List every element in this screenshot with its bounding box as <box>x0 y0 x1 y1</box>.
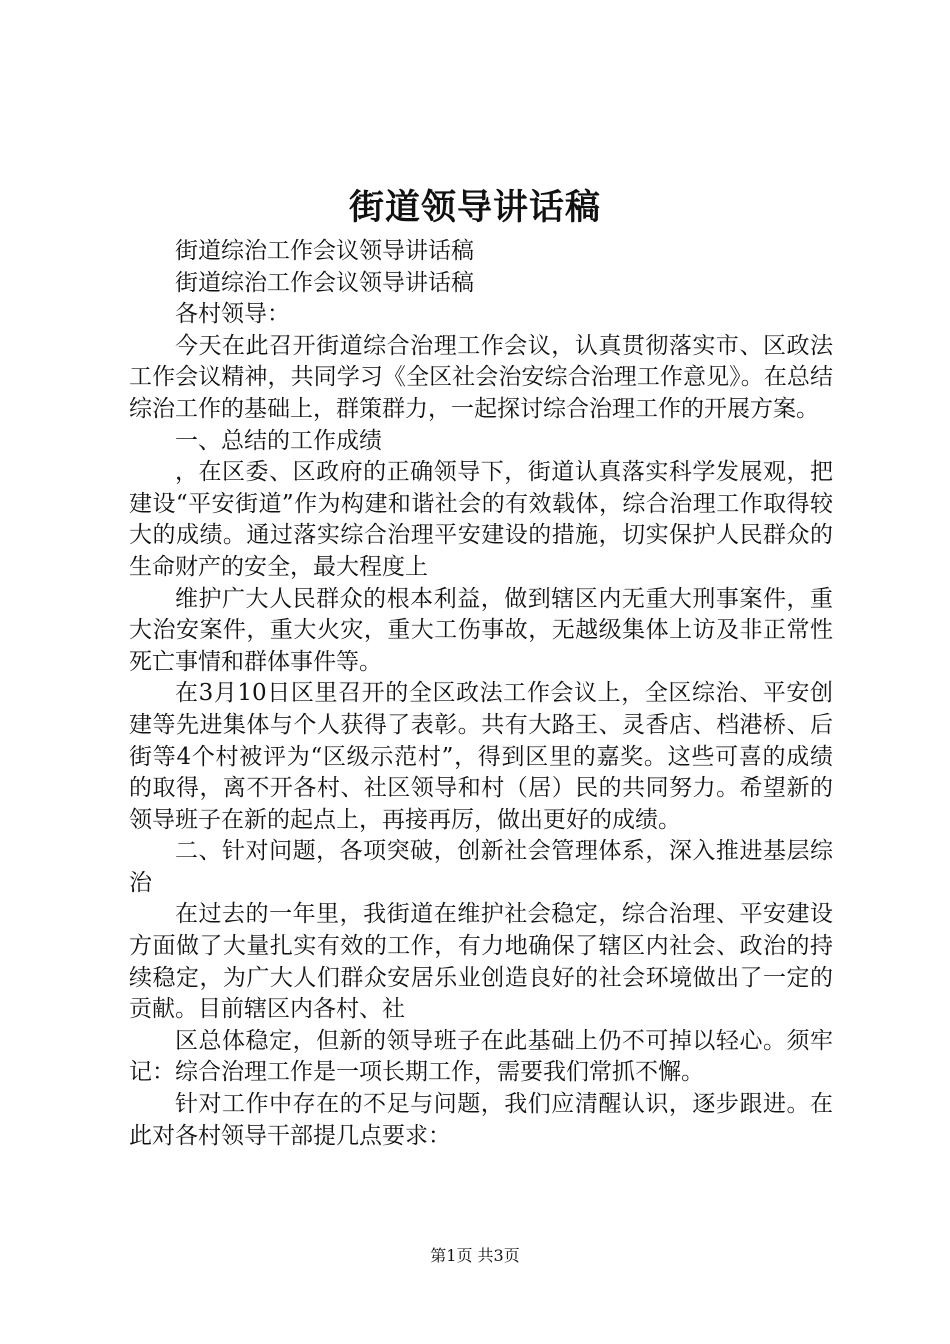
document-body <box>129 236 833 1152</box>
document-title: 街道领导讲话稿 <box>348 187 601 228</box>
paragraph: 维护广大人民群众的根本利益，做到辖区内无重大刑事案件，重大治安案件，重大火灾，重大工伤事故，无越级集体上访及非正常性死亡事情和群体事件等。 <box>129 585 833 675</box>
paragraph: 在3月10日区里召开的全区政法工作会议上，全区综治、平安创建等先进集体与个人获得了表彰。共有大路王、灵香店、档港桥、后街等4个村被评为“区级示范村”，得到区里的嘉奖。这些可喜的成绩的取得，离不开各村、社区领导和村（居）民的共同努力。希望新的领导班子在新的起点上，再接再厉，做出更好的成绩。 <box>129 680 833 833</box>
section-heading: 一、总结的工作成绩 <box>175 427 382 454</box>
paragraph: 今天在此召开街道综合治理工作会议，认真贯彻落实市、区政法工作会议精神，共同学习《全区社会治安综合治理工作意见》。在总结综治工作的基础上，群策群力，一起探讨综合治理工作的开展方案。 <box>129 332 833 422</box>
paragraph: 街道综治工作会议领导讲话稿 <box>175 269 474 296</box>
paragraph: 街道综治工作会议领导讲话稿 <box>175 238 474 264</box>
page-number: 第1页 共3页 <box>430 1246 520 1265</box>
paragraph: 各村领导： <box>175 301 290 328</box>
paragraph: 区总体稳定，但新的领导班子在此基础上仍不可掉以轻心。须牢记：综合治理工作是一项长期工作，需要我们常抓不懈。 <box>129 1027 833 1086</box>
paragraph: 针对工作中存在的不足与问题，我们应清醒认识，逐步跟进。在此对各村领导干部提几点要求： <box>129 1091 833 1149</box>
paragraph: 在过去的一年里，我街道在维护社会稳定，综合治理、平安建设方面做了大量扎实有效的工作，有力地确保了辖区内社会、政治的持续稳定，为广大人们群众安居乐业创造良好的社会环境做出了一定的贡献。目前辖区内各村、社 <box>129 901 833 1023</box>
section-heading: 二、针对问题，各项突破，创新社会管理体系，深入推进基层综治 <box>129 838 833 896</box>
paragraph: ，在区委、区政府的正确领导下，街道认真落实科学发展观，把建设“平安街道”作为构建和谐社会的有效载体，综合治理工作取得较大的成绩。通过落实综合治理平安建设的措施，切实保护人民群众的生命财产的安全，最大程度上 <box>129 459 833 580</box>
